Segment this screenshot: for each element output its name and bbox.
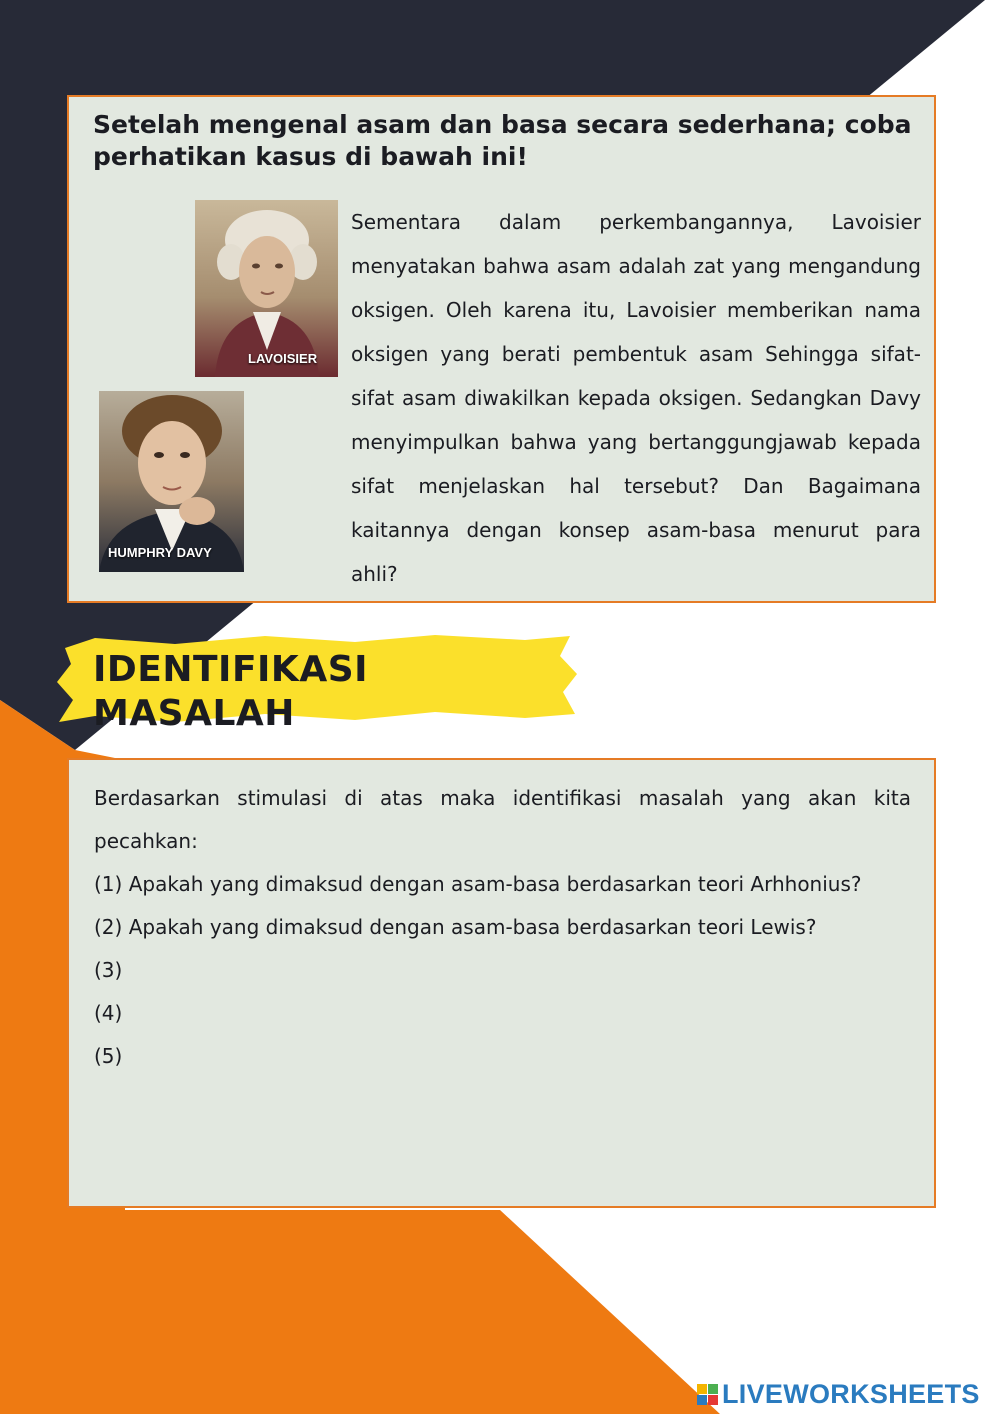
problem-list: [94, 863, 911, 1078]
problem-item-3: (3): [94, 958, 123, 982]
section-title: IDENTIFIKASI MASALAH: [93, 649, 369, 734]
problem-item-2: (2) Apakah yang dimaksud dengan asam-basa berdasarkan teori Lewis?: [94, 915, 817, 939]
problem-item-1: (1) Apakah yang dimaksud dengan asam-basa berdasarkan teori Arhhonius?: [94, 872, 862, 896]
lavoisier-portrait: [195, 200, 338, 377]
lavoisier-label: LAVOISIER: [248, 351, 318, 366]
problem-item-4: (4): [94, 1001, 123, 1025]
stimulus-title: Setelah mengenal asam dan basa secara sederhana; coba perhatikan kasus di bawah ini!: [93, 110, 912, 171]
davy-label: HUMPHRY DAVY: [108, 545, 212, 560]
section-banner: [55, 630, 580, 734]
problem-card: [67, 758, 936, 1208]
brand-text: LIVEWORKSHEETS: [722, 1378, 980, 1409]
stimulus-text: Sementara dalam perkembangannya, Lavoisier menyatakan bahwa asam adalah zat yang mengandung oksigen. Oleh karena itu, Lavoisier memberikan nama oksigen yang berati pembentuk asam Sehingga sifat-sifat asam diwakilkan kepada oksigen. Sedangkan Davy menyimpulkan bahwa yang bertanggungjawab kepada sifat menjelaskan hal tersebut? Dan Bagaimana kaitannya dengan konsep asam-basa menurut para ahli?: [351, 210, 921, 586]
liveworksheets-brand[interactable]: [697, 1378, 980, 1410]
stimulus-card: [67, 95, 936, 603]
problem-intro: Berdasarkan stimulasi di atas maka identifikasi masalah yang akan kita pecahkan:: [94, 786, 911, 853]
davy-portrait: [99, 391, 244, 572]
liveworksheets-logo-icon: [697, 1384, 718, 1405]
problem-item-5: (5): [94, 1044, 123, 1068]
